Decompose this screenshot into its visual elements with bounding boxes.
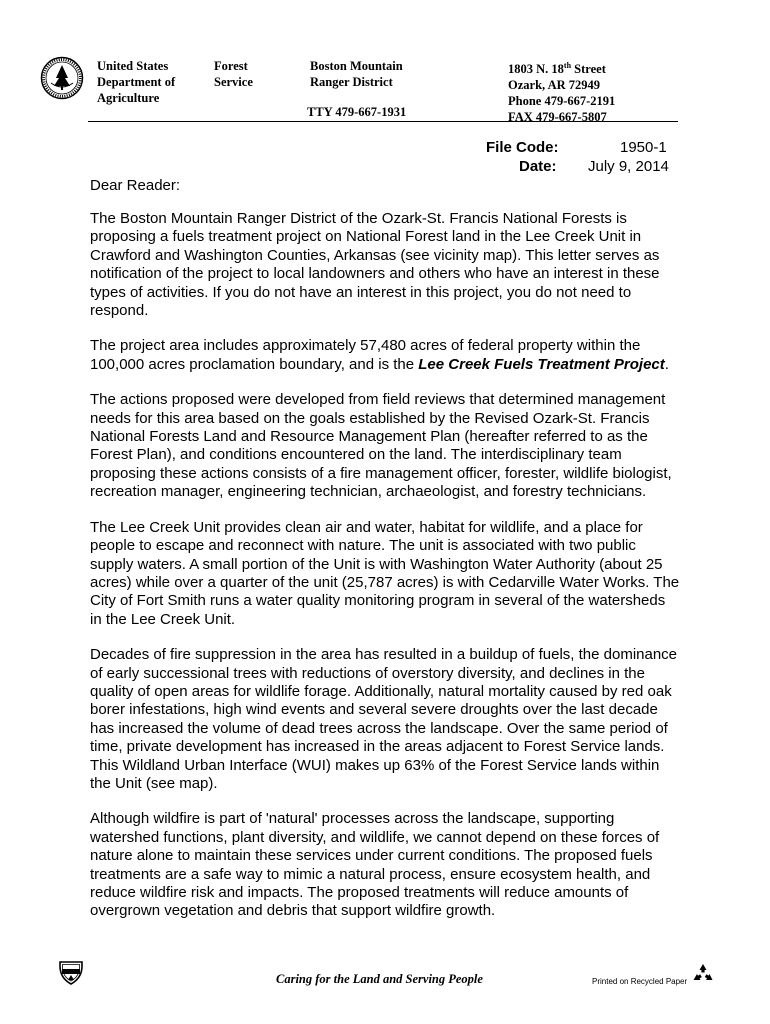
paragraph: The project area includes approximately 57,480 acres of federal property within the 100,000 acres proclamation boundary, and is the Lee Creek Fuels Treatment Project. (90, 337, 669, 373)
agency-line: United States (97, 59, 169, 73)
recycled-paper-note: Printed on Recycled Paper (592, 977, 688, 986)
service-line: Service (214, 75, 253, 89)
file-code-value: 1950-1 (620, 139, 667, 156)
usda-seal-icon (40, 56, 84, 100)
agency-line: Agriculture (97, 91, 160, 105)
paragraph: Although wildfire is part of 'natural' processes across the landscape, supporting watershed functions, plant diversity, and wildlife, we cannot depend on these forces of nature alone to maintain these services under current conditions. The proposed fuels treatments are a safe way to mimic a natural process, ensure ecosystem health, and reduce wildfire risk and impacts. The proposed treatments will reduce amounts of overgrown vegetation and debris that support wildfire growth. (90, 810, 660, 920)
project-name: Lee Creek Fuels Treatment Project (418, 355, 665, 373)
service-line: Forest (214, 59, 248, 73)
paragraph: The actions proposed were developed from field reviews that determined management needs for this area based on the goals established by the Revised Ozark-St. Francis National Forests Land and Resource Management Plan (hereafter referred to as the Forest Plan), and conditions encountered on the land. The interdisciplinary team proposing these actions consists of a fire management officer, forester, wildlife biologist, recreation manager, engineering technician, archaeologist, and forestry technicians. (90, 391, 672, 501)
fax-number: FAX 479-667-5807 (508, 110, 607, 125)
agency-name (97, 58, 175, 106)
office-address (508, 58, 615, 125)
address-street: 1803 N. 18th Street (508, 61, 606, 77)
ordinal-suffix: th (563, 61, 572, 70)
paragraph: The Lee Creek Unit provides clean air and water, habitat for wildlife, and a place for people to escape and reconnect with nature. The unit is associated with two public supply waters. A small portion of the Unit is with Washington Water Authority (about 25 acres) while over a quarter of the unit (25,787 acres) is with Cedarville Water Works. The City of Fort Smith runs a water quality monitoring program in several of the watersheds in the Lee Creek Unit. (90, 518, 680, 628)
paragraph: The Boston Mountain Ranger District of the Ozark-St. Francis National Forests is proposing a fuels treatment project on National Forest land in the Lee Creek Unit in Crawford and Washington Counties, Arkansas (see vicinity map). This letter serves as notification of the project to local landowners and others who have an interest in these types of activities. If you do not have an interest in this project, you do not need to respond. (90, 210, 660, 320)
file-code-label: File Code: (486, 139, 559, 156)
service-name (214, 58, 253, 90)
agency-line: Department of (97, 75, 176, 89)
district-line: Boston Mountain (310, 59, 403, 73)
letter-body (90, 210, 680, 938)
footer-motto: Caring for the Land and Serving People (276, 972, 483, 986)
header-divider (88, 121, 678, 122)
salutation: Dear Reader: (90, 177, 181, 194)
tty-number: TTY 479-667-1931 (307, 105, 407, 119)
district-name (310, 58, 403, 90)
address-city: Ozark, AR 72949 (508, 78, 601, 93)
recycle-icon (692, 963, 714, 985)
district-line: Ranger District (310, 75, 393, 89)
paragraph: Decades of fire suppression in the area has resulted in a buildup of fuels, the dominance of early successional trees with reductions of overstory diversity, and declines in the quality of open areas for wildlife forage. Additionally, natural mortality caused by red oak borer infestations, high wind events and several severe droughts over the last decade has increased the volume of dead trees across the landscape. Over the same period of time, private development has increased in the areas adjacent to Forest Service lands. This Wildland Urban Interface (WUI) makes up 63% of the Forest Service lands within the Unit (see map). (90, 646, 678, 792)
date-value: July 9, 2014 (588, 158, 669, 175)
phone-number: Phone 479-667-2191 (508, 94, 616, 109)
forest-service-shield-icon (58, 960, 84, 986)
date-label: Date: (519, 158, 557, 175)
